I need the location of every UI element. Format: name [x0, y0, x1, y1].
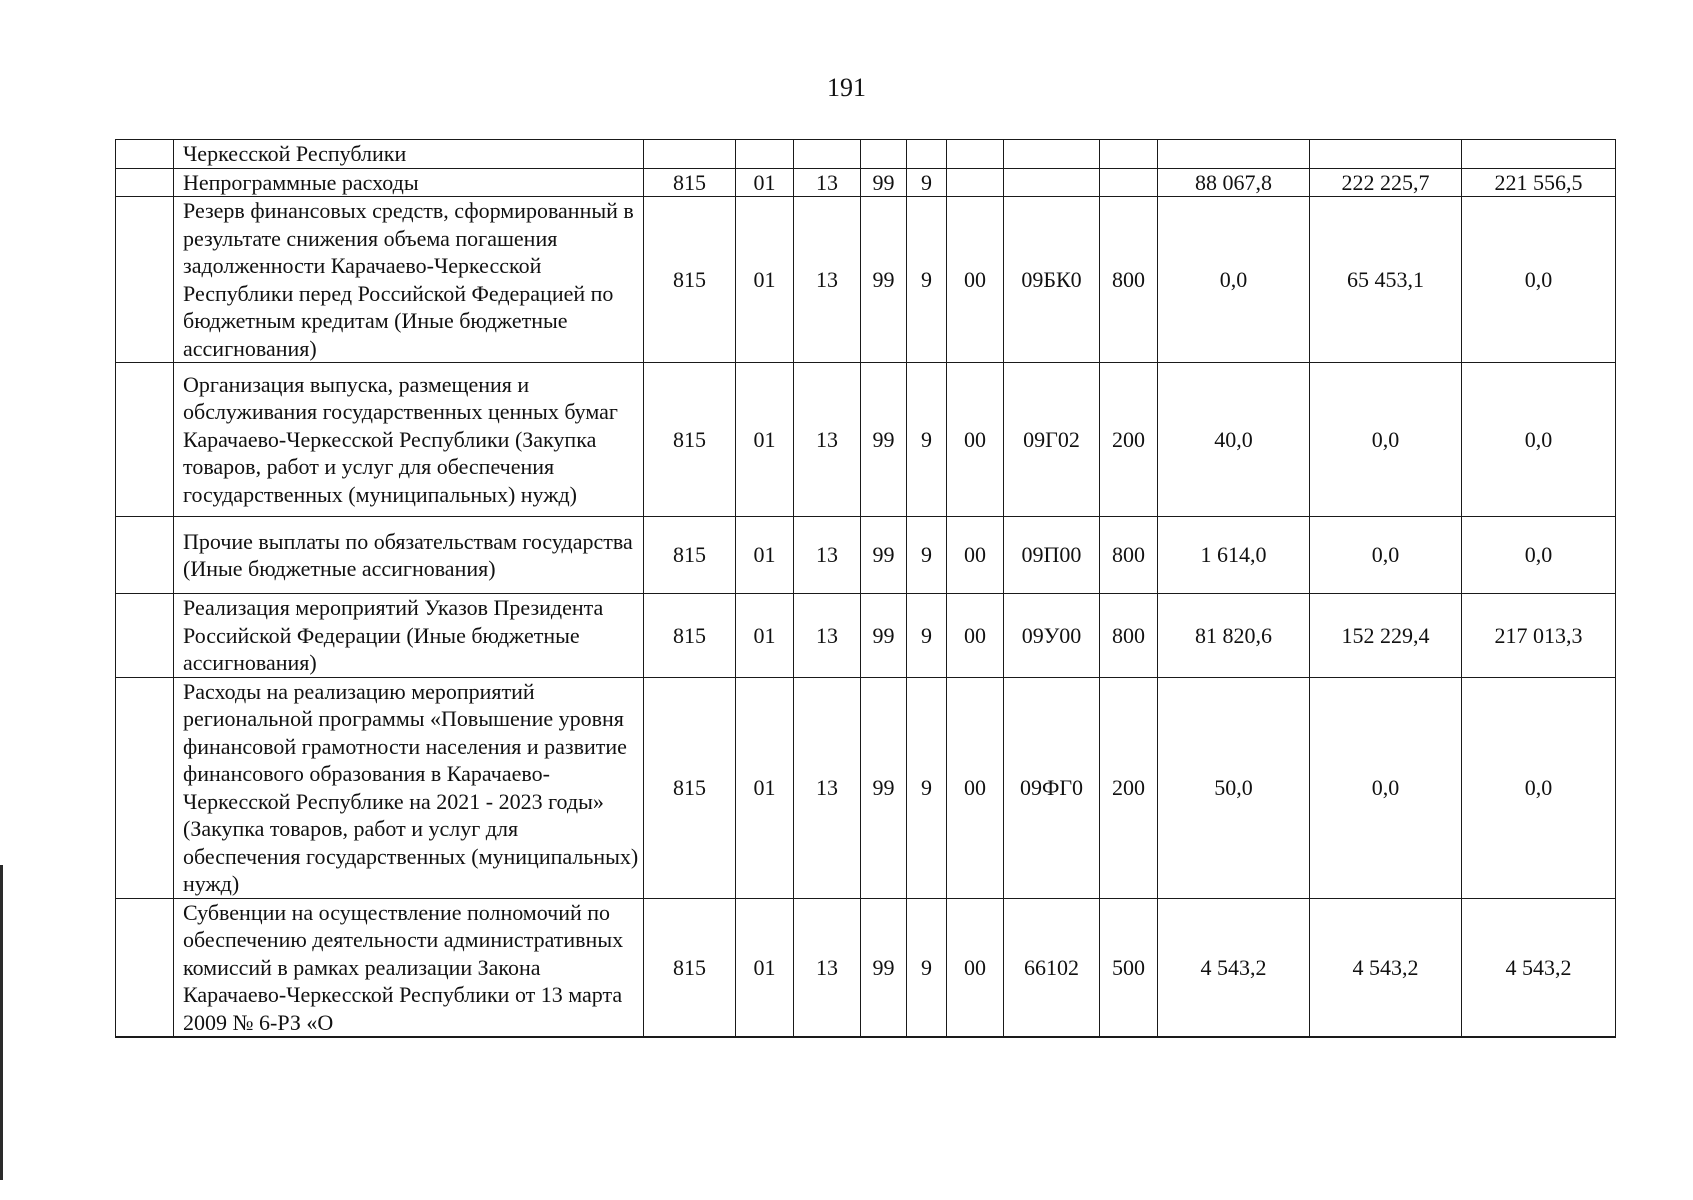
direction-code-cell: 09БК0	[1004, 197, 1100, 363]
direction-code-cell: 09П00	[1004, 517, 1100, 594]
amount-col1-cell: 1 614,0	[1158, 517, 1310, 594]
section-code-cell: 01	[736, 517, 794, 594]
admin-code-cell	[644, 140, 736, 169]
amount-col1-cell: 88 067,8	[1158, 168, 1310, 197]
subprogram-code-cell	[907, 140, 947, 169]
amount-col2-cell: 0,0	[1310, 677, 1462, 898]
subsection-code-cell: 13	[794, 594, 861, 678]
main-event-code-cell: 00	[947, 517, 1004, 594]
admin-code-cell: 815	[644, 517, 736, 594]
row-index-cell	[116, 594, 174, 678]
amount-col3-cell: 0,0	[1462, 197, 1616, 363]
section-code-cell: 01	[736, 168, 794, 197]
row-index-cell	[116, 363, 174, 517]
subprogram-code-cell: 9	[907, 677, 947, 898]
section-code-cell: 01	[736, 898, 794, 1037]
amount-col1-cell: 81 820,6	[1158, 594, 1310, 678]
subsection-code-cell: 13	[794, 197, 861, 363]
expense-type-cell: 800	[1100, 594, 1158, 678]
expense-type-cell	[1100, 168, 1158, 197]
expense-type-cell: 800	[1100, 197, 1158, 363]
amount-col3-cell	[1462, 140, 1616, 169]
amount-col1-cell: 4 543,2	[1158, 898, 1310, 1037]
table-row	[116, 197, 1616, 363]
row-name-cell: Черкесской Республики	[174, 140, 644, 169]
table-row	[116, 594, 1616, 678]
amount-col2-cell: 0,0	[1310, 363, 1462, 517]
table-row	[116, 677, 1616, 898]
amount-col3-cell: 4 543,2	[1462, 898, 1616, 1037]
amount-col3-cell: 0,0	[1462, 363, 1616, 517]
subprogram-code-cell: 9	[907, 594, 947, 678]
table-row	[116, 898, 1616, 1037]
row-name-cell: Субвенции на осуществление полномочий по обеспечению деятельности административных комиссий в рамках реализации Закона Карачаево-Черкесской Республики от 13 марта 2009 № 6-РЗ «О	[174, 898, 644, 1037]
subprogram-code-cell: 9	[907, 168, 947, 197]
program-code-cell: 99	[861, 168, 907, 197]
amount-col1-cell	[1158, 140, 1310, 169]
amount-col2-cell: 65 453,1	[1310, 197, 1462, 363]
admin-code-cell: 815	[644, 197, 736, 363]
main-event-code-cell	[947, 140, 1004, 169]
amount-col1-cell: 40,0	[1158, 363, 1310, 517]
row-index-cell	[116, 140, 174, 169]
expense-type-cell: 200	[1100, 363, 1158, 517]
program-code-cell: 99	[861, 898, 907, 1037]
expense-type-cell: 800	[1100, 517, 1158, 594]
admin-code-cell: 815	[644, 363, 736, 517]
main-event-code-cell: 00	[947, 594, 1004, 678]
row-index-cell	[116, 168, 174, 197]
row-index-cell	[116, 197, 174, 363]
expense-type-cell: 500	[1100, 898, 1158, 1037]
program-code-cell: 99	[861, 677, 907, 898]
main-event-code-cell: 00	[947, 898, 1004, 1037]
subsection-code-cell: 13	[794, 168, 861, 197]
direction-code-cell: 09Г02	[1004, 363, 1100, 517]
subsection-code-cell: 13	[794, 363, 861, 517]
main-event-code-cell: 00	[947, 677, 1004, 898]
table-body	[116, 140, 1616, 1038]
admin-code-cell: 815	[644, 168, 736, 197]
subsection-code-cell: 13	[794, 517, 861, 594]
program-code-cell: 99	[861, 517, 907, 594]
subprogram-code-cell: 9	[907, 898, 947, 1037]
table-row	[116, 517, 1616, 594]
main-event-code-cell: 00	[947, 363, 1004, 517]
row-index-cell	[116, 677, 174, 898]
expense-type-cell	[1100, 140, 1158, 169]
budget-table	[115, 139, 1616, 1038]
direction-code-cell: 09У00	[1004, 594, 1100, 678]
amount-col2-cell: 0,0	[1310, 517, 1462, 594]
direction-code-cell	[1004, 168, 1100, 197]
amount-col2-cell: 222 225,7	[1310, 168, 1462, 197]
amount-col2-cell	[1310, 140, 1462, 169]
amount-col2-cell: 152 229,4	[1310, 594, 1462, 678]
section-code-cell: 01	[736, 677, 794, 898]
subprogram-code-cell: 9	[907, 517, 947, 594]
row-name-cell: Прочие выплаты по обязательствам государства (Иные бюджетные ассигнования)	[174, 517, 644, 594]
direction-code-cell	[1004, 140, 1100, 169]
table-row	[116, 140, 1616, 169]
section-code-cell	[736, 140, 794, 169]
admin-code-cell: 815	[644, 898, 736, 1037]
row-index-cell	[116, 898, 174, 1037]
admin-code-cell: 815	[644, 677, 736, 898]
scan-edge-mark	[0, 865, 3, 1180]
subsection-code-cell: 13	[794, 898, 861, 1037]
page-number: 191	[827, 73, 866, 102]
row-name-cell: Организация выпуска, размещения и обслуживания государственных ценных бумаг Карачаево-Черкесской Республики (Закупка товаров, работ и услуг для обеспечения государственных (муниципальных) нужд)	[174, 363, 644, 517]
direction-code-cell: 66102	[1004, 898, 1100, 1037]
section-code-cell: 01	[736, 197, 794, 363]
program-code-cell: 99	[861, 363, 907, 517]
program-code-cell: 99	[861, 197, 907, 363]
amount-col3-cell: 0,0	[1462, 677, 1616, 898]
main-event-code-cell	[947, 168, 1004, 197]
program-code-cell: 99	[861, 594, 907, 678]
direction-code-cell: 09ФГ0	[1004, 677, 1100, 898]
table-row	[116, 168, 1616, 197]
amount-col3-cell: 217 013,3	[1462, 594, 1616, 678]
amount-col3-cell: 0,0	[1462, 517, 1616, 594]
amount-col1-cell: 0,0	[1158, 197, 1310, 363]
amount-col2-cell: 4 543,2	[1310, 898, 1462, 1037]
subprogram-code-cell: 9	[907, 197, 947, 363]
row-name-cell: Реализация мероприятий Указов Президента Российской Федерации (Иные бюджетные ассигнования)	[174, 594, 644, 678]
admin-code-cell: 815	[644, 594, 736, 678]
main-event-code-cell: 00	[947, 197, 1004, 363]
row-name-cell: Расходы на реализацию мероприятий региональной программы «Повышение уровня финансовой грамотности населения и развитие финансового образования в Карачаево-Черкесской Республике на 2021 - 2023 годы» (Закупка товаров, работ и услуг для обеспечения государственных (муниципальных) нужд)	[174, 677, 644, 898]
row-index-cell	[116, 517, 174, 594]
amount-col1-cell: 50,0	[1158, 677, 1310, 898]
amount-col3-cell: 221 556,5	[1462, 168, 1616, 197]
subsection-code-cell	[794, 140, 861, 169]
table-row	[116, 363, 1616, 517]
section-code-cell: 01	[736, 594, 794, 678]
row-name-cell: Резерв финансовых средств, сформированный в результате снижения объема погашения задолженности Карачаево-Черкесской Республики перед Российской Федерацией по бюджетным кредитам (Иные бюджетные ассигнования)	[174, 197, 644, 363]
expense-type-cell: 200	[1100, 677, 1158, 898]
row-name-cell: Непрограммные расходы	[174, 168, 644, 197]
subprogram-code-cell: 9	[907, 363, 947, 517]
section-code-cell: 01	[736, 363, 794, 517]
program-code-cell	[861, 140, 907, 169]
subsection-code-cell: 13	[794, 677, 861, 898]
